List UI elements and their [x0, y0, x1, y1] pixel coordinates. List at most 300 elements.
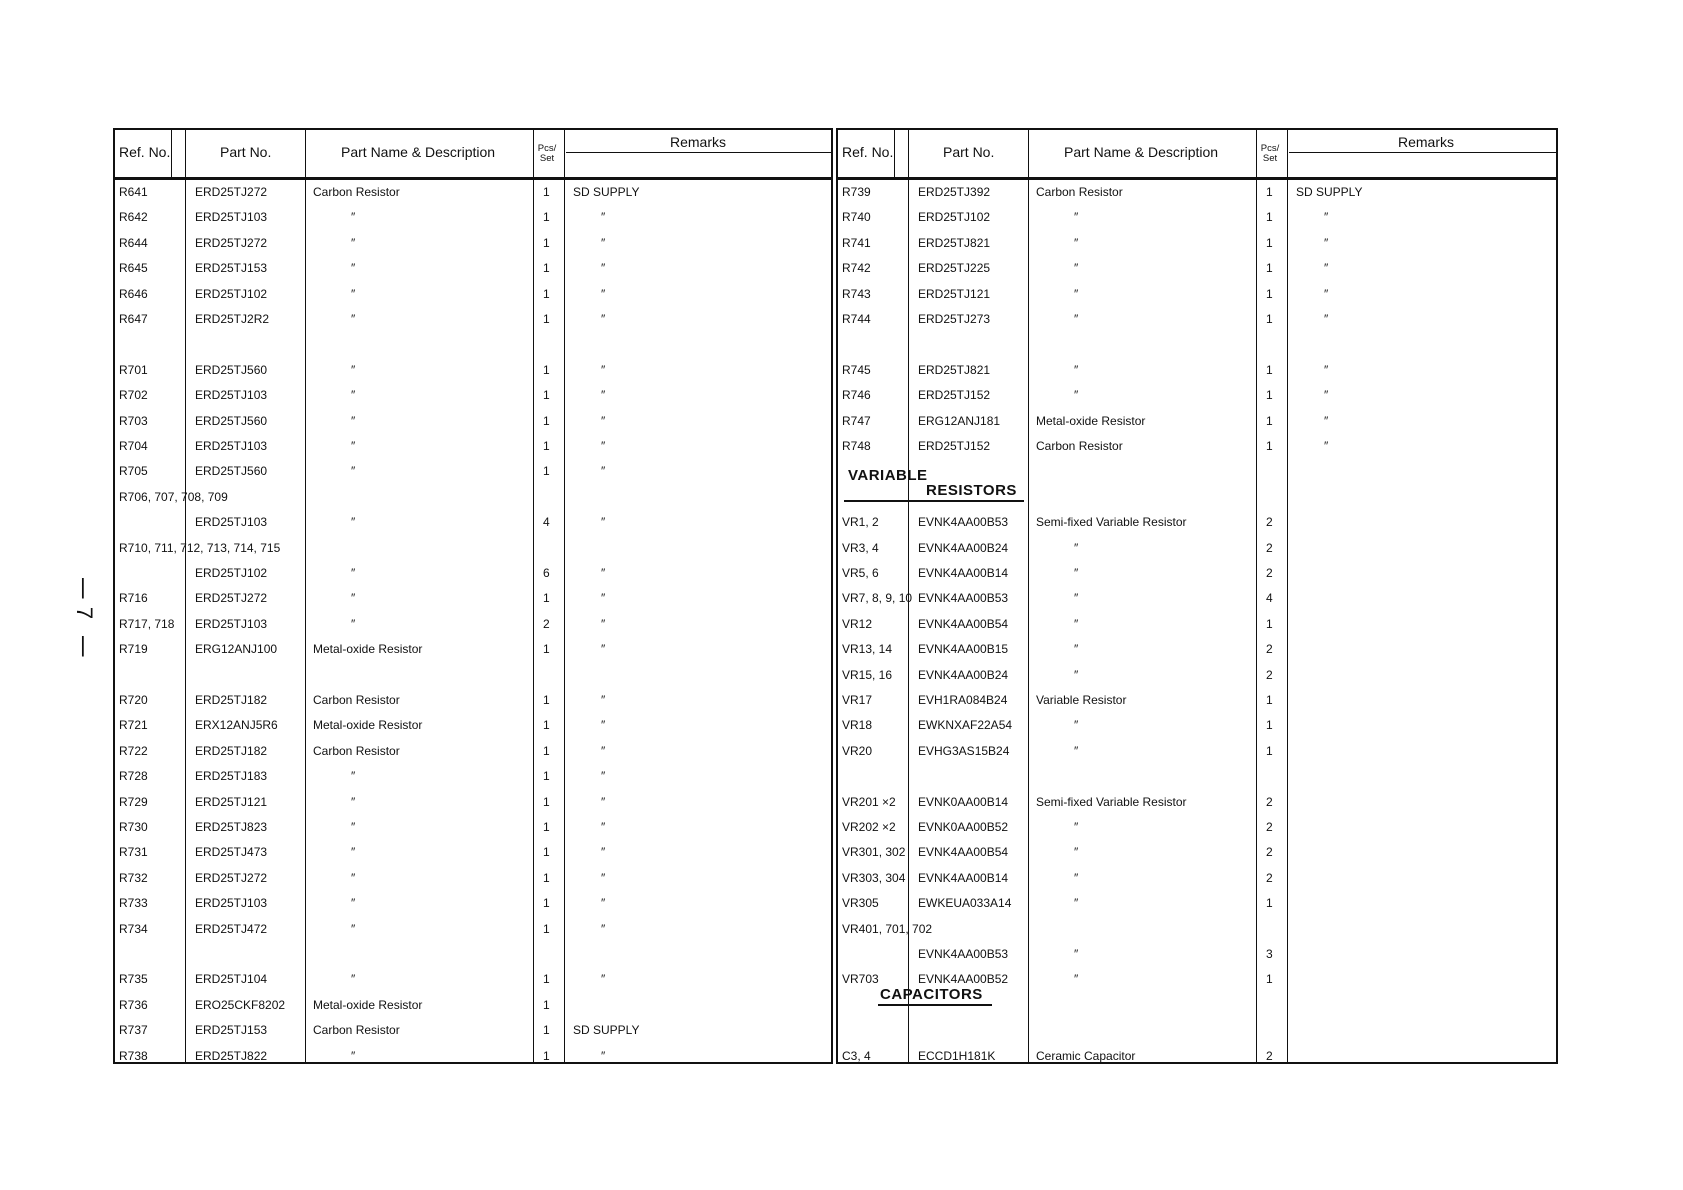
part-no-cell: ECCD1H181K [918, 1048, 996, 1063]
table-row [838, 763, 1556, 788]
ref-no-cell: R744 [842, 312, 871, 326]
part-no-cell: ERD25TJ272 [195, 235, 268, 250]
part-no-cell: ERD25TJ103 [195, 210, 268, 225]
table-row [838, 814, 1556, 839]
pcs-set-cell: 1 [543, 413, 550, 428]
pcs-set-cell: 1 [543, 1023, 550, 1038]
description-cell: ″ [1074, 820, 1079, 834]
ref-no-cell: R737 [119, 1023, 148, 1038]
ref-no-cell: C3, 4 [842, 1048, 871, 1063]
table-row [115, 662, 831, 687]
table-row [115, 966, 831, 991]
ref-no-cell: R742 [842, 261, 871, 276]
table-header [115, 130, 831, 179]
table-row [838, 357, 1556, 382]
ref-no-cell: R701 [119, 362, 148, 377]
ref-no-cell: VR703 [842, 972, 879, 987]
table-row [115, 535, 831, 560]
part-no-cell: ERX12ANJ5R6 [195, 718, 278, 733]
ref-no-cell: R743 [842, 286, 871, 301]
section-underline [844, 500, 1024, 502]
table-row [838, 1043, 1556, 1068]
pcs-set-cell: 1 [543, 921, 550, 936]
pcs-set-cell: 1 [1266, 616, 1273, 631]
remarks-cell: ″ [601, 312, 606, 326]
description-cell: ″ [1074, 947, 1079, 961]
ref-no-cell: R746 [842, 388, 871, 403]
remarks-cell: ″ [601, 464, 606, 479]
remarks-cell: ″ [1324, 413, 1329, 428]
description-cell: ″ [351, 235, 356, 250]
table-row [838, 230, 1556, 255]
pcs-set-cell: 1 [543, 820, 550, 834]
pcs-set-cell: 2 [1266, 1048, 1273, 1063]
ref-no-cell: R720 [119, 693, 148, 707]
description-cell: ″ [351, 464, 356, 479]
table-row [115, 992, 831, 1017]
ref-no-cell: VR12 [842, 616, 873, 631]
description-cell: Metal-oxide Resistor [313, 642, 423, 657]
pcs-set-cell: 1 [1266, 413, 1273, 428]
remarks-cell: ″ [1324, 286, 1329, 301]
table-row [115, 941, 831, 966]
description-cell: Metal-oxide Resistor [313, 997, 423, 1012]
pcs-set-cell: 1 [543, 1048, 550, 1063]
description-cell: Semi-fixed Variable Resistor [1036, 794, 1187, 809]
pcs-set-cell: 1 [1266, 235, 1273, 250]
part-no-cell: ERD25TJ153 [195, 261, 268, 276]
remarks-cell: ″ [601, 566, 606, 580]
table-row [115, 331, 831, 356]
header-description: Part Name & Description [341, 144, 496, 160]
description-cell: ″ [1074, 388, 1079, 403]
table-row [838, 865, 1556, 890]
table-row [838, 458, 1556, 483]
remarks-cell: ″ [601, 388, 606, 403]
table-row [115, 204, 831, 229]
ref-no-cell: VR17 [842, 693, 873, 707]
description-cell: ″ [351, 439, 356, 453]
part-no-cell: EVNK4AA00B53 [918, 515, 1009, 530]
description-cell: ″ [351, 210, 356, 225]
table-row [838, 560, 1556, 585]
table-row [115, 255, 831, 280]
part-no-cell: ERD25TJ182 [195, 693, 268, 707]
part-no-cell: ERD25TJ272 [195, 591, 268, 606]
parts-table-left [113, 128, 833, 1064]
remarks-cell: ″ [601, 693, 606, 707]
pcs-set-cell: 1 [543, 439, 550, 453]
ref-no-cell: VR15, 16 [842, 667, 893, 682]
header-remarks: Remarks [670, 134, 727, 150]
table-row [115, 433, 831, 458]
remarks-cell: ″ [601, 642, 606, 657]
ref-no-cell: VR305 [842, 896, 879, 911]
table-row [838, 712, 1556, 737]
part-no-cell: ERD25TJ272 [195, 185, 268, 199]
header-pcs-set: Pcs/ Set [537, 143, 557, 164]
section-underline [878, 1004, 992, 1006]
pcs-set-cell: 4 [1266, 591, 1273, 606]
description-cell: Ceramic Capacitor [1036, 1048, 1136, 1063]
pcs-set-cell: 1 [1266, 286, 1273, 301]
section-heading-capacitors: CAPACITORS [880, 986, 983, 1003]
description-cell: ″ [1074, 616, 1079, 631]
pcs-set-cell: 1 [543, 794, 550, 809]
pcs-set-cell: 2 [1266, 820, 1273, 834]
table-row [838, 789, 1556, 814]
description-cell: ″ [351, 413, 356, 428]
pcs-set-cell: 1 [543, 388, 550, 403]
header-ref-no: Ref. No. [842, 144, 894, 160]
table-row [838, 433, 1556, 458]
pcs-set-cell: 1 [543, 870, 550, 885]
ref-no-cell: R747 [842, 413, 871, 428]
table-row [115, 1017, 831, 1042]
description-cell: Metal-oxide Resistor [1036, 413, 1146, 428]
remarks-cell: SD SUPPLY [573, 1023, 640, 1038]
part-no-cell: ERO25CKF8202 [195, 997, 286, 1012]
pcs-set-cell: 1 [543, 972, 550, 987]
table-row [115, 814, 831, 839]
description-cell: ″ [351, 616, 356, 631]
ref-no-cell: R641 [119, 185, 148, 199]
ref-no-cell: R738 [119, 1048, 148, 1063]
remarks-cell: ″ [601, 1048, 606, 1063]
pcs-set-cell: 1 [543, 362, 550, 377]
part-no-cell: ERG12ANJ100 [195, 642, 278, 657]
table-row [115, 306, 831, 331]
ref-no-cell: R728 [119, 769, 148, 784]
part-no-cell: EWKNXAF22A54 [918, 718, 1013, 733]
remarks-cell: ″ [1324, 235, 1329, 250]
description-cell: Carbon Resistor [313, 693, 400, 707]
remarks-cell: ″ [1324, 439, 1329, 453]
page-marker-bottom: | [80, 632, 86, 657]
description-cell: ″ [351, 591, 356, 606]
remarks-cell: ″ [601, 261, 606, 276]
table-row [838, 204, 1556, 229]
ref-no-cell: R642 [119, 210, 148, 225]
table-row [838, 255, 1556, 280]
table-row [115, 179, 831, 204]
part-no-cell: ERD25TJ102 [195, 286, 268, 301]
ref-no-cell: R710, 711, 712, 713, 714, 715 [119, 540, 281, 555]
pcs-set-cell: 2 [1266, 667, 1273, 682]
part-no-cell: EWKEUA033A14 [918, 896, 1012, 911]
ref-no-cell: R716 [119, 591, 148, 606]
part-no-cell: EVHG3AS15B24 [918, 743, 1010, 758]
part-no-cell: EVNK4AA00B15 [918, 642, 1009, 657]
remarks-cell: ″ [601, 921, 606, 936]
table-row [115, 230, 831, 255]
pcs-set-cell: 1 [543, 769, 550, 784]
table-row [838, 890, 1556, 915]
description-cell: ″ [351, 286, 356, 301]
remarks-cell: ″ [601, 743, 606, 758]
part-no-cell: ERD25TJ560 [195, 464, 268, 479]
description-cell: ″ [351, 845, 356, 860]
pcs-set-cell: 2 [1266, 845, 1273, 860]
description-cell: ″ [1074, 870, 1079, 885]
part-no-cell: ERD25TJ102 [918, 210, 991, 225]
ref-no-cell: R731 [119, 845, 148, 860]
pcs-set-cell: 2 [1266, 870, 1273, 885]
ref-no-cell: VR5, 6 [842, 566, 879, 580]
table-row [838, 916, 1556, 941]
description-cell: ″ [1074, 591, 1079, 606]
ref-no-cell: R702 [119, 388, 148, 403]
table-row [838, 179, 1556, 204]
remarks-cell: ″ [601, 286, 606, 301]
part-no-cell: ERD25TJ103 [195, 439, 268, 453]
part-no-cell: ERD25TJ103 [195, 388, 268, 403]
ref-no-cell: R730 [119, 820, 148, 834]
remarks-cell: ″ [601, 972, 606, 987]
part-no-cell: EVNK0AA00B14 [918, 794, 1009, 809]
section-heading-variable: VARIABLE [848, 467, 928, 484]
part-no-cell: ERD25TJ821 [918, 235, 991, 250]
part-no-cell: ERD25TJ102 [195, 566, 268, 580]
table-row [115, 865, 831, 890]
description-cell: Carbon Resistor [313, 743, 400, 758]
remarks-cell: ″ [601, 591, 606, 606]
table-row [115, 408, 831, 433]
remarks-cell: ″ [601, 870, 606, 885]
remarks-cell: ″ [1324, 362, 1329, 377]
part-no-cell: ERD25TJ273 [918, 312, 991, 326]
description-cell: ″ [1074, 845, 1079, 860]
ref-no-cell: VR301, 302 [842, 845, 906, 860]
pcs-set-cell: 1 [1266, 210, 1273, 225]
pcs-set-cell: 1 [543, 261, 550, 276]
ref-no-cell: VR401, 701, 702 [842, 921, 933, 936]
table-row [115, 281, 831, 306]
pcs-set-cell: 1 [543, 210, 550, 225]
part-no-cell: ERD25TJ272 [195, 870, 268, 885]
pcs-set-cell: 1 [543, 235, 550, 250]
table-row [838, 839, 1556, 864]
header-part-no: Part No. [943, 144, 995, 160]
remarks-cell: ″ [601, 616, 606, 631]
pcs-set-cell: 3 [1266, 947, 1273, 961]
pcs-set-cell: 1 [543, 464, 550, 479]
ref-no-cell: R739 [842, 185, 871, 199]
table-row [838, 509, 1556, 534]
ref-no-cell: VR1, 2 [842, 515, 879, 530]
remarks-cell: ″ [601, 439, 606, 453]
pcs-set-cell: 4 [543, 515, 550, 530]
pcs-set-cell: 1 [543, 185, 550, 199]
table-row [838, 585, 1556, 610]
pcs-set-cell: 1 [543, 743, 550, 758]
description-cell: ″ [1074, 743, 1079, 758]
description-cell: ″ [1074, 210, 1079, 225]
description-cell: ″ [1074, 235, 1079, 250]
table-row [115, 763, 831, 788]
description-cell: ″ [1074, 972, 1079, 987]
table-row [115, 382, 831, 407]
part-no-cell: EVNK4AA00B52 [918, 972, 1009, 987]
ref-no-cell: R741 [842, 235, 871, 250]
table-row [838, 382, 1556, 407]
part-no-cell: ERD25TJ152 [918, 439, 991, 453]
pcs-set-cell: 2 [1266, 540, 1273, 555]
table-row [838, 281, 1556, 306]
part-no-cell: ERD25TJ153 [195, 1023, 268, 1038]
header-pcs-set: Pcs/ Set [1260, 143, 1280, 164]
pcs-set-cell: 2 [1266, 515, 1273, 530]
ref-no-cell: R644 [119, 235, 148, 250]
part-no-cell: ERD25TJ821 [918, 362, 991, 377]
description-cell: ″ [1074, 896, 1079, 911]
description-cell: ″ [351, 820, 356, 834]
ref-no-cell: R719 [119, 642, 148, 657]
part-no-cell: EVNK0AA00B52 [918, 820, 1009, 834]
part-no-cell: ERD25TJ103 [195, 515, 268, 530]
description-cell: Carbon Resistor [1036, 185, 1123, 199]
pcs-set-cell: 2 [1266, 642, 1273, 657]
table-row [115, 839, 831, 864]
description-cell: ″ [351, 972, 356, 987]
remarks-cell: SD SUPPLY [1296, 185, 1363, 199]
pcs-set-cell: 1 [1266, 896, 1273, 911]
description-cell: ″ [351, 312, 356, 326]
ref-no-cell: R736 [119, 997, 148, 1012]
pcs-set-cell: 1 [1266, 312, 1273, 326]
part-no-cell: EVNK4AA00B54 [918, 616, 1009, 631]
table-row [115, 712, 831, 737]
description-cell: Variable Resistor [1036, 693, 1127, 707]
part-no-cell: EVNK4AA00B53 [918, 947, 1009, 961]
ref-no-cell: R735 [119, 972, 148, 987]
part-no-cell: ERD25TJ103 [195, 616, 268, 631]
remarks-cell: ″ [1324, 388, 1329, 403]
table-row [115, 738, 831, 763]
pcs-set-cell: 1 [543, 845, 550, 860]
description-cell: ″ [351, 566, 356, 580]
table-row [838, 1017, 1556, 1042]
part-no-cell: ERD25TJ183 [195, 769, 268, 784]
description-cell: ″ [351, 896, 356, 911]
pcs-set-cell: 1 [543, 693, 550, 707]
description-cell: ″ [1074, 286, 1079, 301]
header-remarks: Remarks [1398, 134, 1455, 150]
pcs-set-cell: 1 [1266, 261, 1273, 276]
table-row [115, 611, 831, 636]
remarks-cell: ″ [601, 794, 606, 809]
pcs-set-cell: 1 [543, 591, 550, 606]
remarks-cell: ″ [601, 820, 606, 834]
ref-no-cell: R740 [842, 210, 871, 225]
part-no-cell: ERD25TJ121 [195, 794, 268, 809]
description-cell: Carbon Resistor [1036, 439, 1123, 453]
table-row [115, 789, 831, 814]
header-part-no: Part No. [220, 144, 272, 160]
pcs-set-cell: 1 [1266, 388, 1273, 403]
ref-no-cell: VR13, 14 [842, 642, 893, 657]
ref-no-cell: R705 [119, 464, 148, 479]
description-cell: ″ [351, 921, 356, 936]
header-description: Part Name & Description [1064, 144, 1219, 160]
table-row [838, 306, 1556, 331]
ref-no-cell: R722 [119, 743, 148, 758]
pcs-set-cell: 2 [1266, 566, 1273, 580]
part-no-cell: EVNK4AA00B14 [918, 566, 1009, 580]
table-row [838, 687, 1556, 712]
part-no-cell: EVNK4AA00B53 [918, 591, 1009, 606]
table-row [838, 636, 1556, 661]
description-cell: ″ [351, 769, 356, 784]
table-row [115, 560, 831, 585]
remarks-cell: SD SUPPLY [573, 185, 640, 199]
pcs-set-cell: 1 [1266, 718, 1273, 733]
part-no-cell: ERD25TJ121 [918, 286, 991, 301]
description-cell: Carbon Resistor [313, 1023, 400, 1038]
description-cell: ″ [1074, 540, 1079, 555]
table-row [838, 331, 1556, 356]
remarks-cell: ″ [601, 896, 606, 911]
table-row [838, 738, 1556, 763]
remarks-cell: ″ [601, 413, 606, 428]
ref-no-cell: R721 [119, 718, 148, 733]
ref-no-cell: VR18 [842, 718, 873, 733]
part-no-cell: ERD25TJ472 [195, 921, 268, 936]
table-header [838, 130, 1556, 179]
ref-no-cell: R704 [119, 439, 148, 453]
table-row [115, 1043, 831, 1068]
table-row [115, 890, 831, 915]
part-no-cell: ERD25TJ392 [918, 185, 991, 199]
ref-no-cell: VR202 ×2 [842, 820, 896, 834]
description-cell: ″ [351, 870, 356, 885]
description-cell: ″ [1074, 261, 1079, 276]
pcs-set-cell: 1 [1266, 743, 1273, 758]
part-no-cell: ERD25TJ823 [195, 820, 268, 834]
pcs-set-cell: 2 [543, 616, 550, 631]
pcs-set-cell: 6 [543, 566, 550, 580]
description-cell: ″ [351, 388, 356, 403]
part-no-cell: ERD25TJ2R2 [195, 312, 270, 326]
remarks-cell: ″ [601, 210, 606, 225]
ref-no-cell: R645 [119, 261, 148, 276]
description-cell: ″ [351, 261, 356, 276]
section-heading-resistors: RESISTORS [926, 482, 1017, 499]
part-no-cell: EVNK4AA00B54 [918, 845, 1009, 860]
table-row [838, 611, 1556, 636]
description-cell: ″ [1074, 566, 1079, 580]
table-row [115, 484, 831, 509]
table-row [838, 662, 1556, 687]
pcs-set-cell: 1 [543, 896, 550, 911]
description-cell: ″ [1074, 718, 1079, 733]
table-row [838, 535, 1556, 560]
description-cell: ″ [1074, 312, 1079, 326]
part-no-cell: ERD25TJ822 [195, 1048, 268, 1063]
description-cell: ″ [1074, 362, 1079, 377]
parts-table-right [836, 128, 1558, 1064]
ref-no-cell: R745 [842, 362, 871, 377]
part-no-cell: EVNK4AA00B24 [918, 667, 1009, 682]
ref-no-cell: R647 [119, 312, 148, 326]
table-row [838, 408, 1556, 433]
part-no-cell: ERD25TJ104 [195, 972, 268, 987]
pcs-set-cell: 1 [543, 718, 550, 733]
pcs-set-cell: 1 [1266, 972, 1273, 987]
table-row [838, 941, 1556, 966]
ref-no-cell: VR7, 8, 9, 10 [842, 591, 913, 606]
part-no-cell: ERD25TJ560 [195, 413, 268, 428]
